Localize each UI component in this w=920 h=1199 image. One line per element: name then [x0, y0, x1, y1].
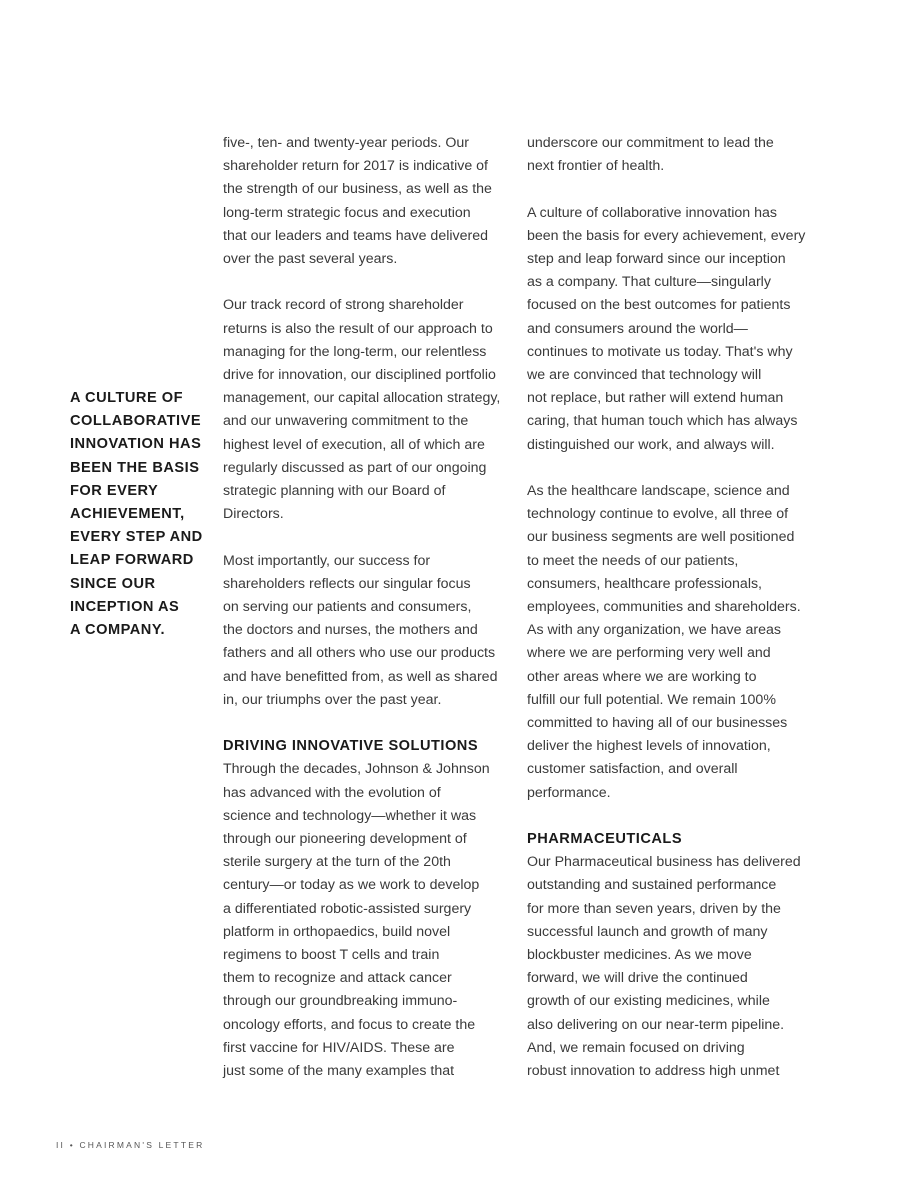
- pull-quote-line: ACHIEVEMENT,: [70, 506, 185, 523]
- text-line: first vaccine for HIV/AIDS. These are: [223, 1039, 455, 1056]
- text-line: the strength of our business, as well as the: [223, 181, 492, 198]
- text-line: not replace, but rather will extend human: [527, 390, 784, 407]
- text-line: and have benefitted from, as well as shared: [223, 668, 498, 685]
- text-line: underscore our commitment to lead the: [527, 135, 774, 151]
- text-column-right: [527, 132, 817, 1083]
- text-line: regimens to boost T cells and train: [223, 947, 440, 964]
- text-line: committed to having all of our businesses: [527, 715, 788, 732]
- text-line: A culture of collaborative innovation has: [527, 204, 778, 221]
- text-line: science and technology—whether it was: [223, 807, 477, 824]
- text-line: blockbuster medicines. As we move: [527, 947, 752, 964]
- text-line: sterile surgery at the turn of the 20th: [223, 854, 451, 871]
- text-line: and consumers around the world—: [527, 320, 748, 337]
- text-line: fulfill our full potential. We remain 100%: [527, 691, 776, 708]
- text-line: robust innovation to address high unmet: [527, 1063, 780, 1080]
- paragraph: [223, 758, 513, 1083]
- text-line: Our Pharmaceutical business has delivered: [527, 854, 801, 871]
- text-line: has advanced with the evolution of: [223, 784, 441, 801]
- section-heading-driving-innovative-solutions: DRIVING INNOVATIVE SOLUTIONS: [223, 738, 479, 755]
- text-line: continues to motivate us today. That's why: [527, 343, 793, 360]
- text-line: employees, communities and shareholders.: [527, 599, 801, 616]
- text-line: returns is also the result of our approach to: [223, 320, 493, 337]
- page-number: II: [56, 1140, 66, 1150]
- text-line: consumers, healthcare professionals,: [527, 575, 763, 592]
- pull-quote-line: FOR EVERY: [70, 482, 159, 499]
- text-line: oncology efforts, and focus to create the: [223, 1016, 476, 1033]
- paragraph: [223, 294, 513, 526]
- text-line: Through the decades, Johnson & Johnson: [223, 761, 490, 778]
- text-line: deliver the highest levels of innovation,: [527, 738, 771, 755]
- text-line: also delivering on our near-term pipeline.: [527, 1016, 785, 1033]
- text-line: been the basis for every achievement, every: [527, 227, 806, 244]
- text-line: just some of the many examples that: [223, 1063, 455, 1080]
- text-line: shareholder return for 2017 is indicative of: [223, 158, 488, 175]
- text-line: where we are performing very well and: [527, 645, 771, 662]
- text-line: technology continue to evolve, all three of: [527, 506, 789, 523]
- pull-quote-line: A CULTURE OF: [70, 390, 184, 406]
- text-line: And, we remain focused on driving: [527, 1039, 745, 1056]
- text-line: growth of our existing medicines, while: [527, 993, 770, 1010]
- paragraph: [223, 550, 513, 712]
- text-line: highest level of execution, all of which are: [223, 436, 485, 453]
- text-line: Directors.: [223, 506, 284, 523]
- section-heading-pharmaceuticals: PHARMACEUTICALS: [527, 831, 683, 848]
- text-line: as a company. That culture—singularly: [527, 274, 771, 291]
- text-line: drive for innovation, our disciplined portfolio: [223, 367, 496, 384]
- text-line: managing for the long-term, our relentless: [223, 343, 487, 360]
- paragraph: [527, 132, 817, 178]
- text-line: Most importantly, our success for: [223, 552, 431, 569]
- text-line: five-, ten- and twenty-year periods. Our: [223, 135, 470, 151]
- text-line: Our track record of strong shareholder: [223, 297, 464, 314]
- text-line: customer satisfaction, and overall: [527, 761, 738, 778]
- text-line: distinguished our work, and always will.: [527, 436, 775, 453]
- text-line: As with any organization, we have areas: [527, 622, 781, 639]
- text-line: fathers and all others who use our products: [223, 645, 496, 662]
- text-line: century—or today as we work to develop: [223, 877, 480, 894]
- text-line: the doctors and nurses, the mothers and: [223, 622, 478, 639]
- pull-quote-line: INNOVATION HAS: [70, 436, 202, 453]
- text-line: strategic planning with our Board of: [223, 483, 446, 500]
- text-line: next frontier of health.: [527, 158, 665, 175]
- text-line: As the healthcare landscape, science and: [527, 483, 790, 500]
- page-footer: [56, 1140, 204, 1150]
- text-line: platform in orthopaedics, build novel: [223, 923, 451, 940]
- text-line: regularly discussed as part of our ongoing: [223, 459, 487, 476]
- text-line: through our pioneering development of: [223, 831, 467, 848]
- text-line: in, our triumphs over the past year.: [223, 691, 442, 708]
- pull-quote-line: BEEN THE BASIS: [70, 459, 200, 476]
- paragraph: [527, 480, 817, 805]
- text-line: step and leap forward since our inception: [527, 251, 786, 267]
- text-line: to meet the needs of our patients,: [527, 552, 739, 569]
- pull-quote: [70, 387, 220, 642]
- text-line: and our unwavering commitment to the: [223, 413, 469, 430]
- pull-quote-line: SINCE OUR: [70, 575, 156, 592]
- text-line: performance.: [527, 784, 611, 801]
- text-line: them to recognize and attack cancer: [223, 970, 452, 987]
- footer-section-title: CHAIRMAN'S LETTER: [79, 1140, 205, 1150]
- text-line: through our groundbreaking immuno-: [223, 993, 458, 1010]
- text-line: outstanding and sustained performance: [527, 877, 777, 894]
- text-line: on serving our patients and consumers,: [223, 599, 472, 616]
- footer-separator: •: [69, 1140, 75, 1150]
- text-line: shareholders reflects our singular focus: [223, 575, 471, 592]
- text-line: successful launch and growth of many: [527, 923, 768, 940]
- text-line: other areas where we are working to: [527, 668, 757, 685]
- text-line: caring, that human touch which has always: [527, 413, 798, 430]
- pull-quote-line: EVERY STEP AND: [70, 529, 203, 546]
- text-line: forward, we will drive the continued: [527, 970, 748, 987]
- text-line: long-term strategic focus and execution: [223, 204, 471, 221]
- paragraph: [527, 851, 817, 1083]
- text-line: management, our capital allocation strategy,: [223, 390, 501, 407]
- pull-quote-line: A COMPANY.: [70, 622, 165, 639]
- pull-quote-line: COLLABORATIVE: [70, 413, 202, 430]
- text-line: over the past several years.: [223, 251, 398, 268]
- text-column-left: [223, 132, 513, 1083]
- pull-quote-line: LEAP FORWARD: [70, 552, 194, 569]
- text-line: we are convinced that technology will: [527, 367, 762, 384]
- text-line: a differentiated robotic-assisted surgery: [223, 900, 472, 917]
- text-line: our business segments are well positioned: [527, 529, 795, 546]
- pull-quote-line: INCEPTION AS: [70, 598, 180, 615]
- paragraph: [527, 202, 817, 457]
- text-line: that our leaders and teams have delivered: [223, 227, 488, 244]
- text-line: for more than seven years, driven by the: [527, 900, 781, 917]
- text-line: focused on the best outcomes for patients: [527, 297, 791, 314]
- paragraph: [223, 132, 513, 271]
